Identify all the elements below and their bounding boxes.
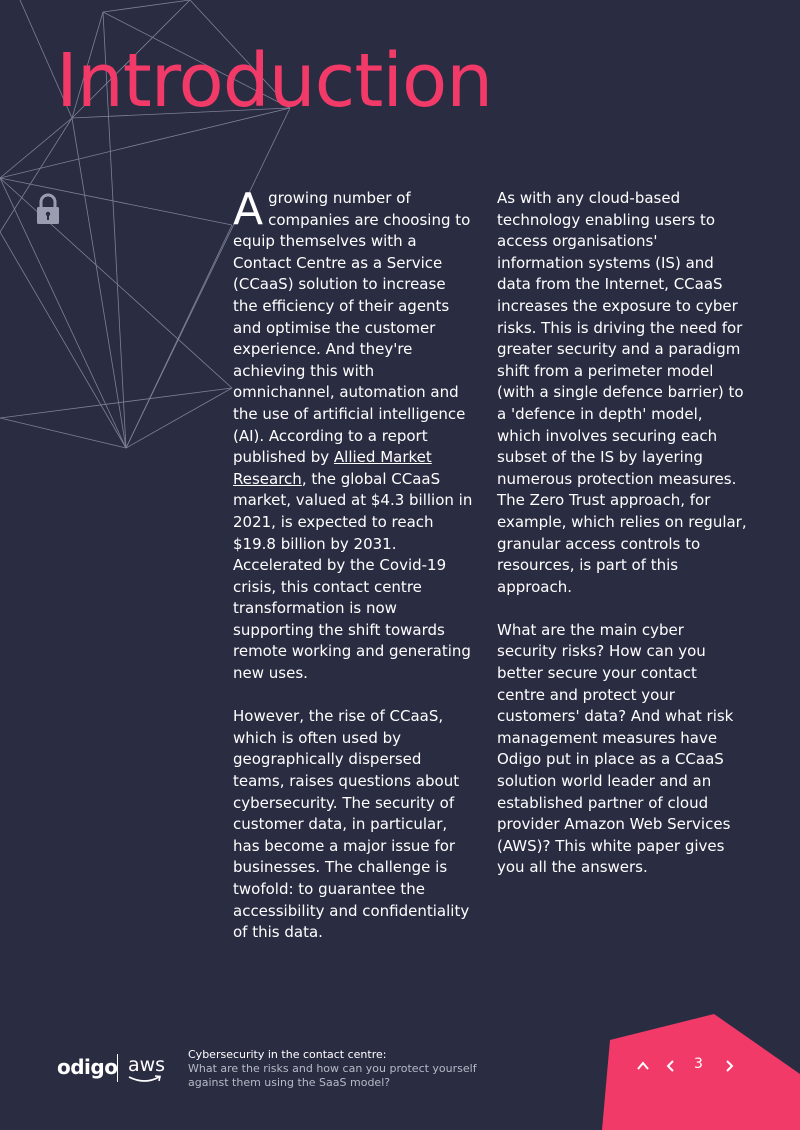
intro-paragraph bbox=[233, 184, 473, 685]
body-column-right bbox=[497, 188, 747, 901]
page-title: Introduction bbox=[56, 38, 493, 124]
footer-subtitle: What are the risks and how can you protect yourself against them using the SaaS model? bbox=[188, 1062, 477, 1089]
page-number: 3 bbox=[694, 1056, 703, 1072]
allied-market-research-link[interactable]: Allied Market Research bbox=[233, 448, 432, 488]
scroll-top-button[interactable] bbox=[636, 1055, 650, 1077]
odigo-logo: odigo bbox=[57, 1055, 118, 1079]
chevron-up-icon bbox=[636, 1059, 650, 1073]
lock-icon bbox=[36, 193, 60, 225]
drop-cap: A bbox=[233, 184, 264, 235]
previous-page-button[interactable] bbox=[664, 1055, 678, 1077]
next-page-button[interactable] bbox=[722, 1055, 736, 1077]
footer-title: Cybersecurity in the contact centre: bbox=[188, 1048, 387, 1061]
body-column-left bbox=[233, 184, 473, 965]
questions-paragraph: What are the main cyber security risks? How can you better secure your contact centre and protect your customers' data? And what risk management measures have Odigo put in place as a CCaaS solution world leader and an established partner of cloud provider Amazon Web Services (AWS)? This white paper gives you all the answers. bbox=[497, 620, 734, 877]
chevron-left-icon bbox=[664, 1059, 678, 1073]
logo-divider bbox=[117, 1054, 118, 1082]
chevron-right-icon bbox=[722, 1059, 736, 1073]
aws-logo: aws bbox=[128, 1054, 166, 1076]
intro-text-end: , the global CCaaS market, valued at $4.3 billion in 2021, is expected to reach $19.8 billion by 2031. Accelerated by the Covid-19 crisis, this contact centre transformation is now supporting the shift towards remote working and generating new uses. bbox=[233, 469, 473, 683]
cloud-risk-paragraph: As with any cloud-based technology enabling users to access organisations' information systems (IS) and data from the Internet, CCaaS increases the exposure to cyber risks. This is driving the need for greater security and a paradigm shift from a perimeter model (with a single defence barrier) to a 'defence in depth' model, which involves securing each subset of the IS by layering numerous protection measures. The Zero Trust approach, for example, which relies on regular, granular access controls to resources, is part of this approach. bbox=[497, 189, 747, 596]
intro-text-start: growing number of companies are choosing to equip themselves with a Contact Centre as a Service (CCaaS) solution to increase the efficiency of their agents and optimise the customer experience. And they're achieving this with omnichannel, automation and the use of artificial intelligence (AI). According to a report published by bbox=[233, 189, 471, 467]
ccaas-security-paragraph: However, the rise of CCaaS, which is often used by geographically dispersed teams, raises questions about cybersecurity. The security of customer data, in particular, has become a major issue for businesses. The challenge is twofold: to guarantee the accessibility and confidentiality of this data. bbox=[233, 707, 470, 942]
aws-smile-icon bbox=[127, 1074, 163, 1084]
